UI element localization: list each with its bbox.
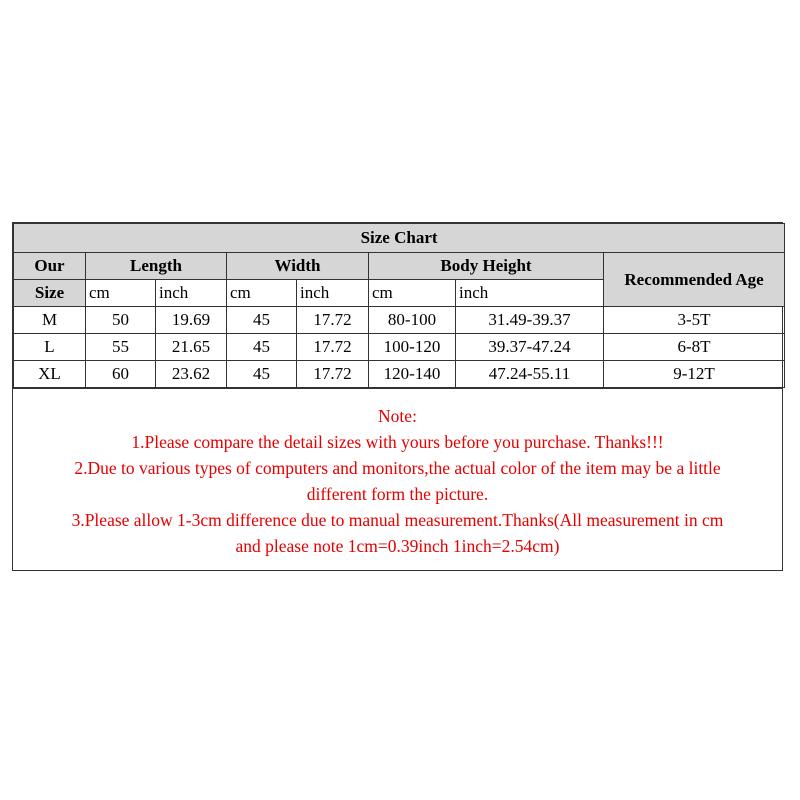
header-row [14, 253, 785, 280]
size-chart-sheet [12, 222, 783, 571]
note-line-1: 1.Please compare the detail sizes with yours before you purchase. Thanks!!! [131, 432, 664, 452]
notes-section [13, 388, 782, 570]
unit-width-inch: inch [297, 280, 369, 307]
height-cm-cell: 100-120 [369, 334, 456, 361]
unit-length-cm: cm [86, 280, 156, 307]
note-line-2b: different form the picture. [306, 484, 489, 504]
table-title-row [14, 224, 785, 253]
age-cell: 3-5T [604, 307, 785, 334]
note-line-3b: and please note 1cm=0.39inch 1inch=2.54cm) [235, 536, 560, 556]
width-cm-cell: 45 [227, 307, 297, 334]
header-length: Length [86, 253, 227, 280]
height-cm-cell: 80-100 [369, 307, 456, 334]
note-line-3a: 3.Please allow 1-3cm difference due to manual measurement.Thanks(All measurement in cm [71, 510, 724, 530]
table-title: Size Chart [14, 224, 785, 253]
length-cm-cell: 55 [86, 334, 156, 361]
length-inch-cell: 23.62 [156, 361, 227, 388]
size-cell: M [14, 307, 86, 334]
note-heading: Note: [378, 406, 417, 426]
table-row [14, 334, 785, 361]
width-cm-cell: 45 [227, 334, 297, 361]
header-our-size-bottom: Size [14, 280, 86, 307]
size-cell: XL [14, 361, 86, 388]
width-inch-cell: 17.72 [297, 307, 369, 334]
height-inch-cell: 31.49-39.37 [456, 307, 604, 334]
unit-width-cm: cm [227, 280, 297, 307]
table-row [14, 361, 785, 388]
unit-length-inch: inch [156, 280, 227, 307]
unit-height-cm: cm [369, 280, 456, 307]
height-cm-cell: 120-140 [369, 361, 456, 388]
width-inch-cell: 17.72 [297, 334, 369, 361]
length-cm-cell: 60 [86, 361, 156, 388]
width-cm-cell: 45 [227, 361, 297, 388]
header-body-height: Body Height [369, 253, 604, 280]
size-cell: L [14, 334, 86, 361]
unit-height-inch: inch [456, 280, 604, 307]
age-cell: 9-12T [604, 361, 785, 388]
width-inch-cell: 17.72 [297, 361, 369, 388]
header-our-size-top: Our [14, 253, 86, 280]
length-inch-cell: 21.65 [156, 334, 227, 361]
age-cell: 6-8T [604, 334, 785, 361]
header-width: Width [227, 253, 369, 280]
size-chart-table [13, 223, 785, 388]
length-cm-cell: 50 [86, 307, 156, 334]
height-inch-cell: 47.24-55.11 [456, 361, 604, 388]
header-recommended-age: Recommended Age [604, 253, 785, 307]
length-inch-cell: 19.69 [156, 307, 227, 334]
height-inch-cell: 39.37-47.24 [456, 334, 604, 361]
table-row [14, 307, 785, 334]
note-line-2a: 2.Due to various types of computers and monitors,the actual color of the item may be a little [74, 458, 721, 478]
